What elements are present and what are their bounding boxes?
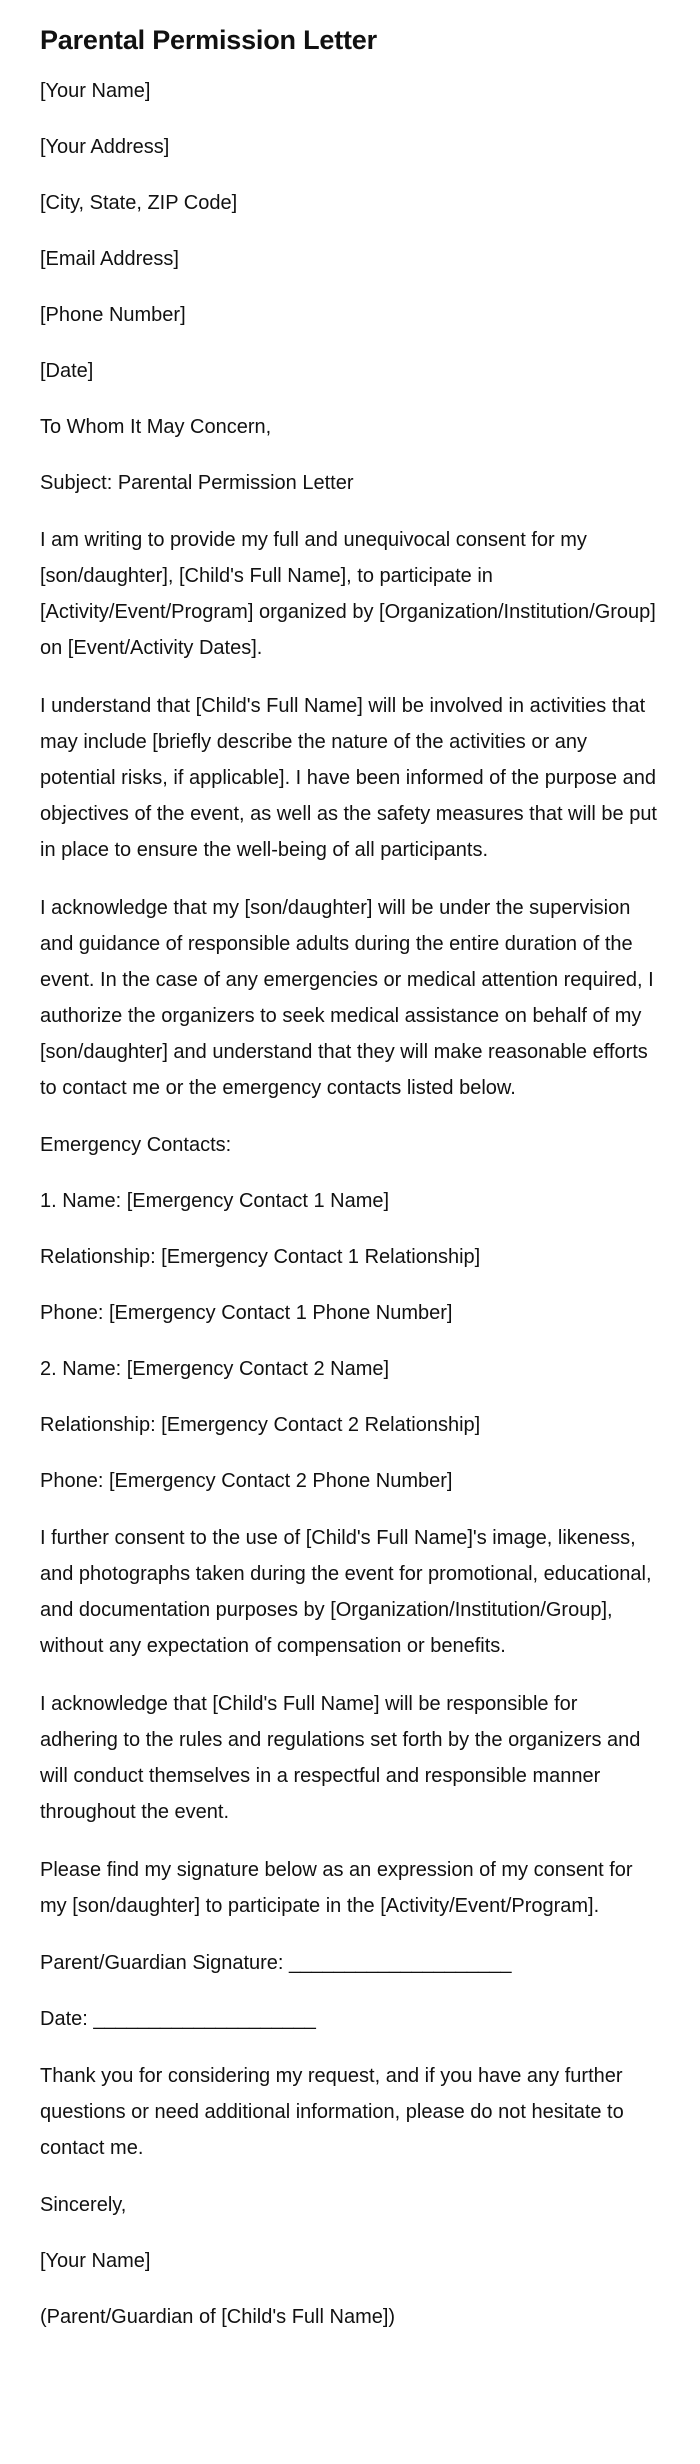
closing: Sincerely, [40, 2194, 127, 2216]
sender-email: [Email Address] [40, 248, 179, 270]
salutation: To Whom It May Concern, [40, 416, 272, 438]
conduct-paragraph: I acknowledge that [Child's Full Name] will be responsible for adhering to the rules and regulations set forth by the organizers and will conduct themselves in a respectful and responsible manner throughout the event. [40, 1693, 641, 1823]
emergency-contact-2-relationship: Relationship: [Emergency Contact 2 Relationship] [40, 1414, 481, 1436]
supervision-paragraph: I acknowledge that my [son/daughter] will be under the supervision and guidance of responsible adults during the entire duration of the event. In the case of any emergencies or medical attention required, I authorize the organizers to seek medical assistance on behalf of my [son/daughter] and understand that they will make reasonable efforts to contact me or the emergency contacts listed below. [40, 897, 654, 1099]
subject-line: Subject: Parental Permission Letter [40, 472, 354, 494]
signature-line: Parent/Guardian Signature: ____________________ [40, 1952, 512, 1974]
signoff-role: (Parent/Guardian of [Child's Full Name]) [40, 2306, 396, 2328]
sender-city-state-zip: [City, State, ZIP Code] [40, 192, 238, 214]
sender-phone: [Phone Number] [40, 304, 186, 326]
emergency-contact-1-relationship: Relationship: [Emergency Contact 1 Relationship] [40, 1246, 481, 1268]
emergency-contact-1-name: 1. Name: [Emergency Contact 1 Name] [40, 1190, 390, 1212]
date-line: Date: ____________________ [40, 2008, 316, 2030]
sender-date: [Date] [40, 360, 94, 382]
emergency-contact-2-phone: Phone: [Emergency Contact 2 Phone Number] [40, 1470, 453, 1492]
signature-request-paragraph: Please find my signature below as an expression of my consent for my [son/daughter] to participate in the [Activity/Event/Program]. [40, 1859, 633, 1917]
closing-paragraph: Thank you for considering my request, and if you have any further questions or need additional information, please do not hesitate to contact me. [40, 2065, 624, 2159]
sender-name: [Your Name] [40, 80, 151, 102]
activities-paragraph: I understand that [Child's Full Name] will be involved in activities that may include [briefly describe the nature of the activities or any potential risks, if applicable]. I have been informed of the purpose and objectives of the event, as well as the safety measures that will be put in place to ensure the well-being of all participants. [40, 695, 657, 861]
document-title: Parental Permission Letter [40, 25, 377, 55]
image-consent-paragraph: I further consent to the use of [Child's Full Name]'s image, likeness, and photographs taken during the event for promotional, educational, and documentation purposes by [Organization/Institution/Group], without any expectation of compensation or benefits. [40, 1527, 652, 1657]
consent-paragraph: I am writing to provide my full and unequivocal consent for my [son/daughter], [Child's Full Name], to participate in [Activity/Event/Program] organized by [Organization/Institution/Group] on [Event/Activity Dates]. [40, 529, 656, 659]
emergency-contacts-heading: Emergency Contacts: [40, 1134, 232, 1156]
signoff-name: [Your Name] [40, 2250, 151, 2272]
emergency-contact-2-name: 2. Name: [Emergency Contact 2 Name] [40, 1358, 390, 1380]
emergency-contact-1-phone: Phone: [Emergency Contact 1 Phone Number] [40, 1302, 453, 1324]
sender-address: [Your Address] [40, 136, 170, 158]
